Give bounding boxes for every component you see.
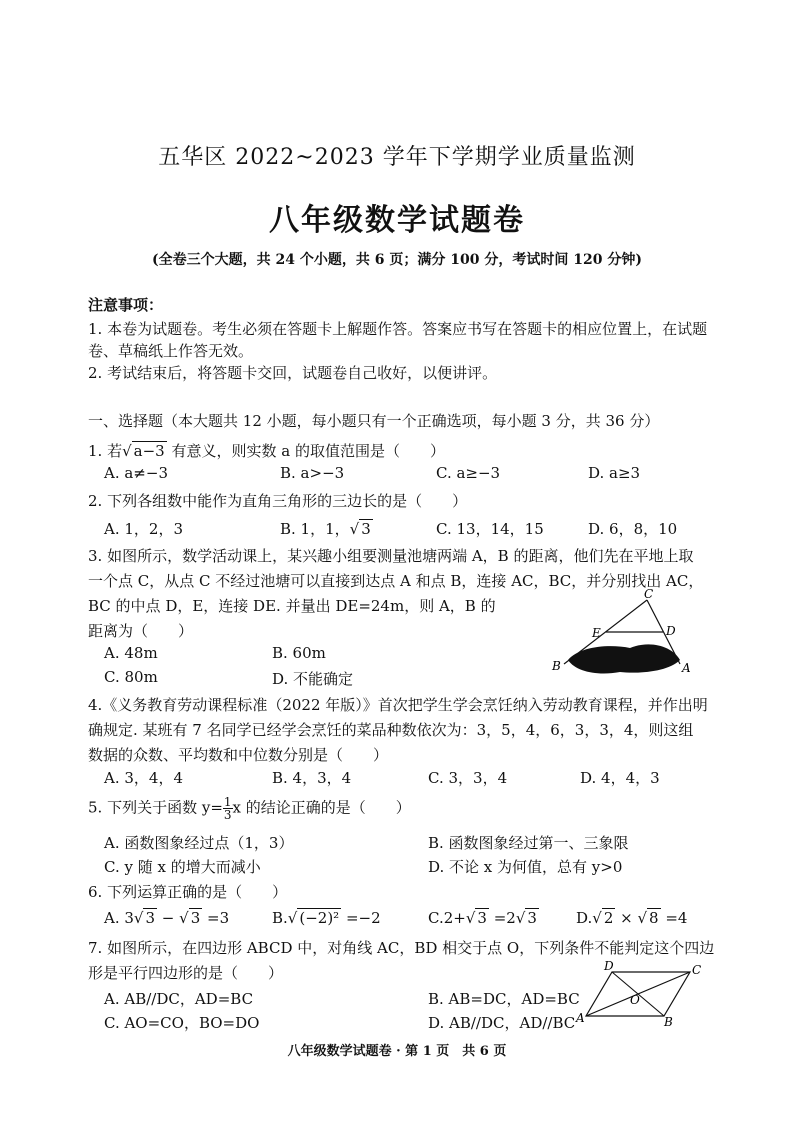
label-a: A — [682, 661, 691, 675]
exam-title: 八年级数学试题卷 — [269, 203, 525, 238]
q7-option-b: B. AB=DC，AD=BC — [428, 990, 580, 1008]
q6-option-a: A. 3√ 3 − √ 3 =3 — [104, 909, 230, 927]
note-item: 1. 本卷为试题卷。考生必须在答题卡上解题作答。答案应书写在答题卡的相应位置上，在试题 — [88, 320, 708, 338]
notes-heading: 注意事项： — [88, 296, 164, 314]
label-o: O — [630, 993, 640, 1007]
note-item: 2. 考试结束后，将答题卡交回，试题卷自己收好，以便讲评。 — [88, 364, 498, 382]
question-1-stem — [88, 440, 445, 461]
q4-option-b: B. 4，3，4 — [272, 769, 352, 787]
q2-option-a: A. 1，2，3 — [104, 520, 183, 538]
q6-option-d: D.√ 2 × √ 8 =4 — [576, 909, 688, 927]
q2-option-b: B. 1，1，√ 3 — [280, 520, 371, 538]
q7-option-d: D. AB//DC，AD//BC — [428, 1014, 576, 1032]
q1-option-c: C. a≥−3 — [436, 464, 501, 482]
label-d: D — [666, 624, 676, 638]
sqrt-expression: √ a−3 — [122, 442, 165, 460]
question-6-stem: 6. 下列运算正确的是（ ） — [88, 883, 288, 901]
label-a: A — [576, 1011, 585, 1025]
q5-option-c: C. y 随 x 的增大而减小 — [104, 858, 261, 876]
q3-option-d: D. 不能确定 — [272, 670, 354, 688]
question-3-line: 距离为（ ） — [88, 622, 194, 640]
q4-option-a: A. 3，4，4 — [104, 769, 183, 787]
q4-option-c: C. 3，3，4 — [428, 769, 508, 787]
q1-post: 有意义，则实数 a 的取值范围是（ ） — [166, 442, 445, 460]
q1-option-a: A. a≠−3 — [104, 464, 168, 482]
question-4-line: 数据的众数、平均数和中位数分别是（ ） — [88, 746, 389, 764]
q3-option-a: A. 48m — [104, 644, 158, 662]
label-b: B — [664, 1015, 673, 1029]
question-2-stem: 2. 下列各组数中能作为直角三角形的三边长的是（ ） — [88, 492, 468, 510]
q1-pre: 1. 若 — [88, 442, 123, 460]
label-e: E — [592, 626, 601, 640]
question-4-line: 4.《义务教育劳动课程标准（2022 年版）》首次把学生学会烹饪纳入劳动教育课程，并作出明 — [88, 696, 708, 714]
q2-option-d: D. 6，8，10 — [588, 520, 678, 538]
q5-option-b: B. 函数图象经过第一、三象限 — [428, 834, 629, 852]
note-item: 卷、草稿纸上作答无效。 — [88, 342, 254, 360]
label-c: C — [692, 963, 702, 977]
q2-option-c: C. 13，14，15 — [436, 520, 544, 538]
q4-option-d: D. 4，4，3 — [580, 769, 660, 787]
question-5-stem: 5. 下列关于函数 y= $\frac{1}{3}$ x 的结论正确的是（ ） — [88, 795, 411, 822]
sqrt-expression: √ 3 — [349, 520, 371, 538]
question-3-line: 3. 如图所示，数学活动课上，某兴趣小组要测量池塘两端 A，B 的距离，他们先在平地上取 — [88, 547, 694, 565]
label-b: B — [552, 659, 561, 673]
q6-option-b: B.√ (−2)² =−2 — [272, 909, 381, 927]
label-d: D — [604, 960, 614, 973]
exam-info: (全卷三个大题，共 24 个小题，共 6 页；满分 100 分，考试时间 120 分钟) — [152, 252, 642, 268]
q6-option-c: C.2+√ 3 =2√ 3 — [428, 909, 537, 927]
q7-option-a: A. AB//DC，AD=BC — [104, 990, 254, 1008]
pond-shape — [568, 644, 680, 673]
pond-figure — [550, 588, 700, 680]
exam-header-title: 五华区 2022~2023 学年下学期学业质量监测 — [158, 145, 636, 170]
q5-option-d: D. 不论 x 为何值，总有 y>0 — [428, 858, 623, 876]
q7-option-c: C. AO=CO，BO=DO — [104, 1014, 260, 1032]
q3-option-b: B. 60m — [272, 644, 326, 662]
parallelogram-figure — [572, 960, 712, 1030]
question-3-line: BC 的中点 D，E，连接 DE. 并量出 DE=24m，则 A，B 的 — [88, 597, 496, 615]
question-7-line: 形是平行四边形的是（ ） — [88, 964, 284, 982]
question-4-line: 确规定. 某班有 7 名同学已经学会烹饪的菜品种数依次为：3，5，4，6，3，3，4，则这组 — [88, 721, 694, 739]
q1-option-d: D. a≥3 — [588, 464, 641, 482]
section-title: 一、选择题（本大题共 12 小题，每小题只有一个正确选项，每小题 3 分，共 36 分） — [88, 412, 660, 430]
q3-option-c: C. 80m — [104, 668, 158, 686]
q5-option-a: A. 函数图象经过点（1，3） — [104, 834, 294, 852]
page-footer: 八年级数学试题卷 · 第 1 页 共 6 页 — [287, 1044, 507, 1059]
label-c: C — [644, 588, 654, 601]
question-3-line: 一个点 C，从点 C 不经过池塘可以直接到达点 A 和点 B，连接 AC，BC，并分别找出 AC， — [88, 572, 704, 590]
q1-option-b: B. a>−3 — [280, 464, 345, 482]
fraction: $\frac{1}{3}$ — [223, 795, 232, 822]
question-7-line: 7. 如图所示，在四边形 ABCD 中，对角线 AC，BD 相交于点 O，下列条件不能判定这个四边 — [88, 939, 715, 957]
